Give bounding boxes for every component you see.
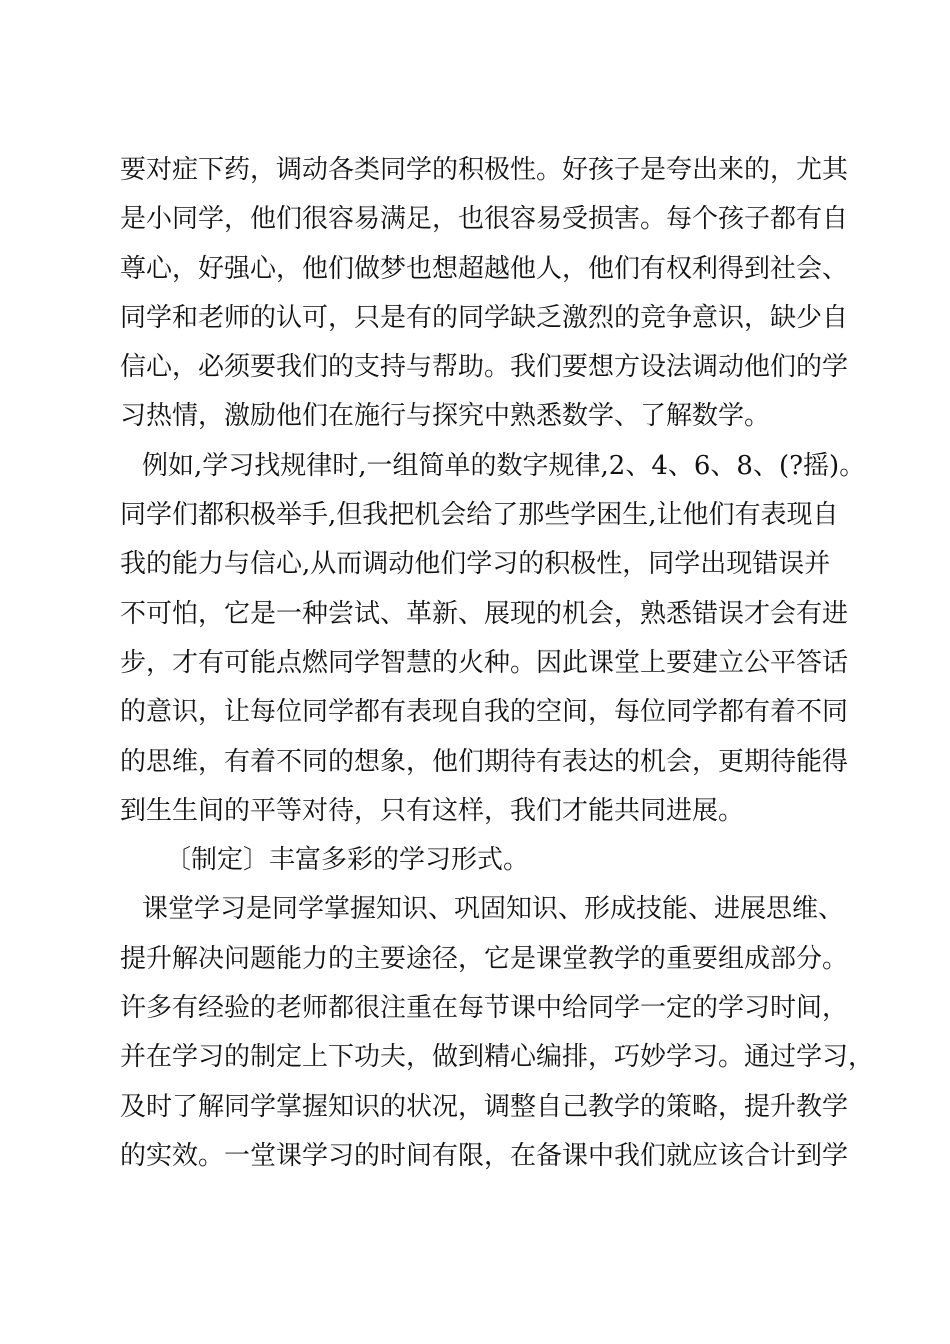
text-line: 是小同学，他们很容易满足，也很容易受损害。每个孩子都有自 [120,204,849,235]
text-line: 不可怕，它是一种尝试、革新、展现的机会，熟悉错误才会有进 [120,598,849,629]
text-line: 的意识，让每位同学都有表现自我的空间，每位同学都有着不同 [120,697,849,728]
text-line: 例如,学习找规律时,一组简单的数字规律,2、4、6、8、(?摇)。 [142,450,866,481]
section-heading: 〔制定〕丰富多彩的学习形式。 [165,845,530,876]
text-line: 及时了解同学掌握知识的状况，调整自己教学的策略，提升教学 [120,1091,849,1122]
text-line: 提升解决问题能力的主要途径，它是课堂教学的重要组成部分。 [120,943,849,974]
text-line: 并在学习的制定上下功夫，做到精心编排，巧妙学习。通过学习， [120,1042,875,1073]
text-line: 要对症下药，调动各类同学的积极性。好孩子是夸出来的，尤其 [120,155,849,185]
text-line: 到生生间的平等对待，只有这样，我们才能共同进展。 [120,795,745,826]
text-line: 我的能力与信心,从而调动他们学习的积极性，同学出现错误并 [120,549,831,580]
text-line: 信心，必须要我们的支持与帮助。我们要想方设法调动他们的学 [120,352,849,383]
text-line: 的实效。一堂课学习的时间有限，在备课中我们就应该合计到学 [120,1140,849,1171]
text-line: 同学和老师的认可，只是有的同学缺乏激烈的竞争意识，缺少自 [120,302,849,333]
text-line: 步，才有可能点燃同学智慧的火种。因此课堂上要建立公平答话 [120,647,849,678]
text-line: 同学们都积极举手,但我把机会给了那些学困生,让他们有表现自 [120,500,839,531]
text-line: 课堂学习是同学掌握知识、巩固知识、形成技能、进展思维、 [142,894,845,925]
text-line: 尊心，好强心，他们做梦也想超越他人，他们有权利得到社会、 [120,253,849,284]
body-text [120,146,875,1181]
text-line: 的思维，有着不同的想象，他们期待有表达的机会，更期待能得 [120,746,849,777]
text-line: 习热情，激励他们在施行与探究中熟悉数学、了解数学。 [120,401,771,432]
text-line: 许多有经验的老师都很注重在每节课中给同学一定的学习时间， [120,993,849,1024]
